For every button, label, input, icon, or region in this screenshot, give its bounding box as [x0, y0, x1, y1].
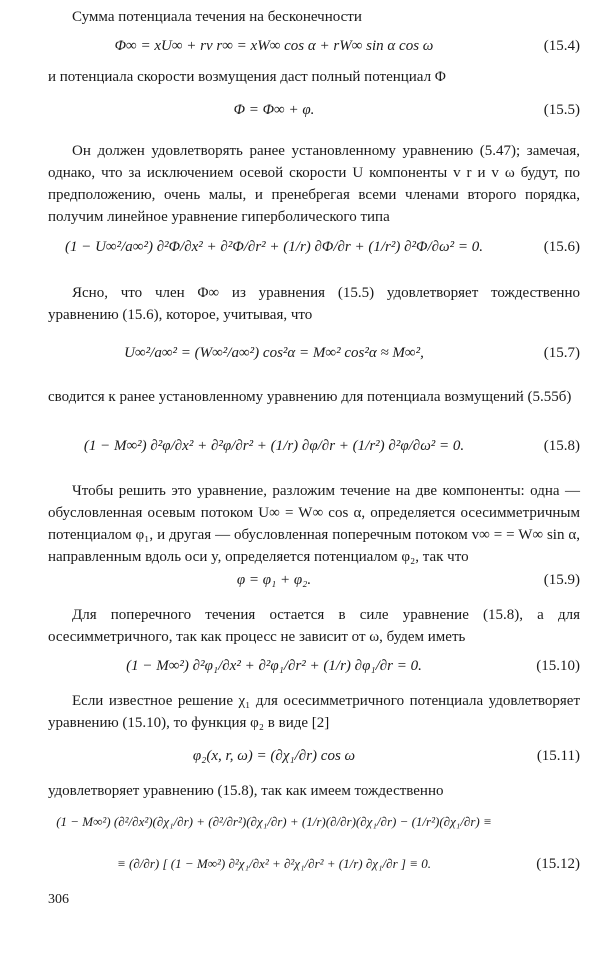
- paragraph: Чтобы решить это уравнение, разложим течение на две компоненты: одна — обусловленная осевым потоком U∞ = W∞ cos α, определяется осесимметричным потенциалом φ₁, и другая — обусловленная поперечным потоком v∞ = = W∞ sin α, направленным вдоль оси y, определяется потенциалом φ₂, так что: [48, 483, 580, 565]
- paragraph: сводится к ранее установленному уравнению для потенциала возмущений (5.55б): [48, 389, 572, 405]
- equation-15-7: [48, 330, 580, 376]
- equation-number: (15.12): [536, 855, 580, 872]
- equation-formula: Φ∞ = xU∞ + rv r∞ = xW∞ cos α + rW∞ sin α cos ω: [114, 37, 434, 54]
- paragraph: Если известное решение χ₁ для осесимметричного потенциала удовлетворяет уравнению (15.10), то функция φ₂ в виде [2]: [48, 693, 580, 731]
- paragraph: Он должен удовлетворять ранее установленному уравнению (5.47); замечая, однако, что за исключением осевой скорости U компоненты v r и v ω будут, по предположению, очень малы, и пренебрегая всеми членами второго порядка, получим линейное уравнение гиперболического типа: [48, 143, 580, 225]
- equation-number: (15.7): [543, 344, 580, 361]
- paragraph: Ясно, что член Φ∞ из уравнения (15.5) удовлетворяет тождественно уравнению (15.6), которое, учитывая, что: [48, 285, 580, 323]
- equation-15-4: [48, 26, 580, 66]
- equation-formula: (1 − M∞²) ∂²φ/∂x² + ∂²φ/∂r² + (1/r) ∂φ/∂r + (1/r²) ∂²φ/∂ω² = 0.: [83, 437, 465, 454]
- equation-15-10: [48, 644, 580, 688]
- equation-formula: U∞²/a∞² = (W∞²/a∞²) cos²α = M∞² cos²α ≈ M∞²,: [124, 344, 424, 361]
- page-number: 306: [48, 892, 69, 907]
- equation-15-11: [48, 734, 580, 778]
- equation-number: (15.5): [543, 101, 580, 118]
- paragraph: и потенциала скорости возмущения даст полный потенциал Φ: [48, 69, 446, 85]
- equation-formula: Φ = Φ∞ + φ.: [233, 101, 315, 118]
- equation-15-9: [48, 560, 580, 600]
- equation-number: (15.10): [536, 657, 580, 674]
- equation-formula: (1 − U∞²/a∞²) ∂²Φ/∂x² + ∂²Φ/∂r² + (1/r) ∂Φ/∂r + (1/r²) ∂²Φ/∂ω² = 0.: [64, 238, 483, 255]
- equation-15-5: [48, 90, 580, 130]
- equation-15-6: [48, 224, 580, 270]
- paragraph: удовлетворяет уравнению (15.8), так как имеем тождественно: [48, 783, 444, 799]
- equation-number: (15.9): [543, 571, 580, 588]
- equation-formula: φ = φ₁ + φ₂.: [236, 571, 312, 588]
- equation-15-12: [48, 802, 580, 884]
- equation-number: (15.4): [543, 37, 580, 54]
- equation-number: (15.6): [543, 238, 580, 255]
- equation-15-8: [48, 424, 580, 468]
- equation-number: (15.8): [543, 437, 580, 454]
- equation-number: (15.11): [536, 747, 580, 764]
- equation-formula-line-2: ≡ (∂/∂r) [ (1 − M∞²) ∂²χ₁/∂x² + ∂²χ₁/∂r² + (1/r) ∂χ₁/∂r ] ≡ 0.: [117, 856, 431, 871]
- equation-formula: (1 − M∞²) ∂²φ₁/∂x² + ∂²φ₁/∂r² + (1/r) ∂φ₁/∂r = 0.: [126, 657, 422, 674]
- paragraph: Сумма потенциала течения на бесконечности: [72, 9, 362, 25]
- equation-formula-line-1: (1 − M∞²) (∂²/∂x²)(∂χ₁/∂r) + (∂²/∂r²)(∂χ₁/∂r) + (1/r)(∂/∂r)(∂χ₁/∂r) − (1/r²)(∂χ₁/∂r) ≡: [56, 814, 492, 829]
- equation-formula: φ₂(x, r, ω) = (∂χ₁/∂r) cos ω: [192, 747, 356, 764]
- paragraph: Для поперечного течения остается в силе уравнение (15.8), а для осесимметричного, так как процесс не зависит от ω, будем иметь: [48, 607, 580, 645]
